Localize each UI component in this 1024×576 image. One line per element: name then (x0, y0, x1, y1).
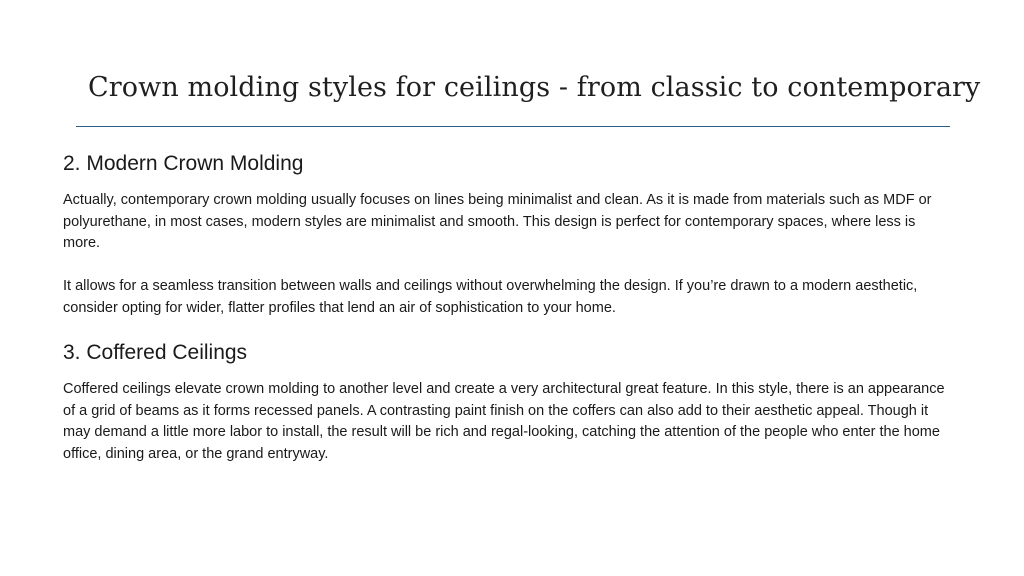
slide-content (63, 150, 953, 465)
section-modern-crown-molding (63, 150, 953, 319)
section-heading: 3. Coffered Ceilings (63, 341, 248, 364)
paragraph: Actually, contemporary crown molding usually focuses on lines being minimalist and clean. As it is made from materials such as MDF or polyurethane, in most cases, modern styles are minimalist and smooth. This design is perfect for contemporary spaces, where less is more. (63, 192, 932, 251)
section-coffered-ceilings (63, 339, 953, 465)
paragraph: It allows for a seamless transition between walls and ceilings without overwhelming the design. If you’re drawn to a modern aesthetic, consider opting for wider, flatter profiles that lend an air of sophistication to your home. (63, 278, 918, 316)
section-heading: 2. Modern Crown Molding (63, 152, 304, 175)
slide-title: Crown molding styles for ceilings - from classic to contemporary (88, 72, 981, 103)
paragraph: Coffered ceilings elevate crown molding to another level and create a very architectural great feature. In this style, there is an appearance of a grid of beams as it forms recessed panels. A contrasting paint finish on the coffers can also add to their aesthetic appeal. Though it may demand a little more labor to install, the result will be rich and regal-looking, catching the attention of the people who enter the home office, dining area, or the grand entryway. (63, 381, 945, 462)
title-divider (76, 126, 950, 127)
